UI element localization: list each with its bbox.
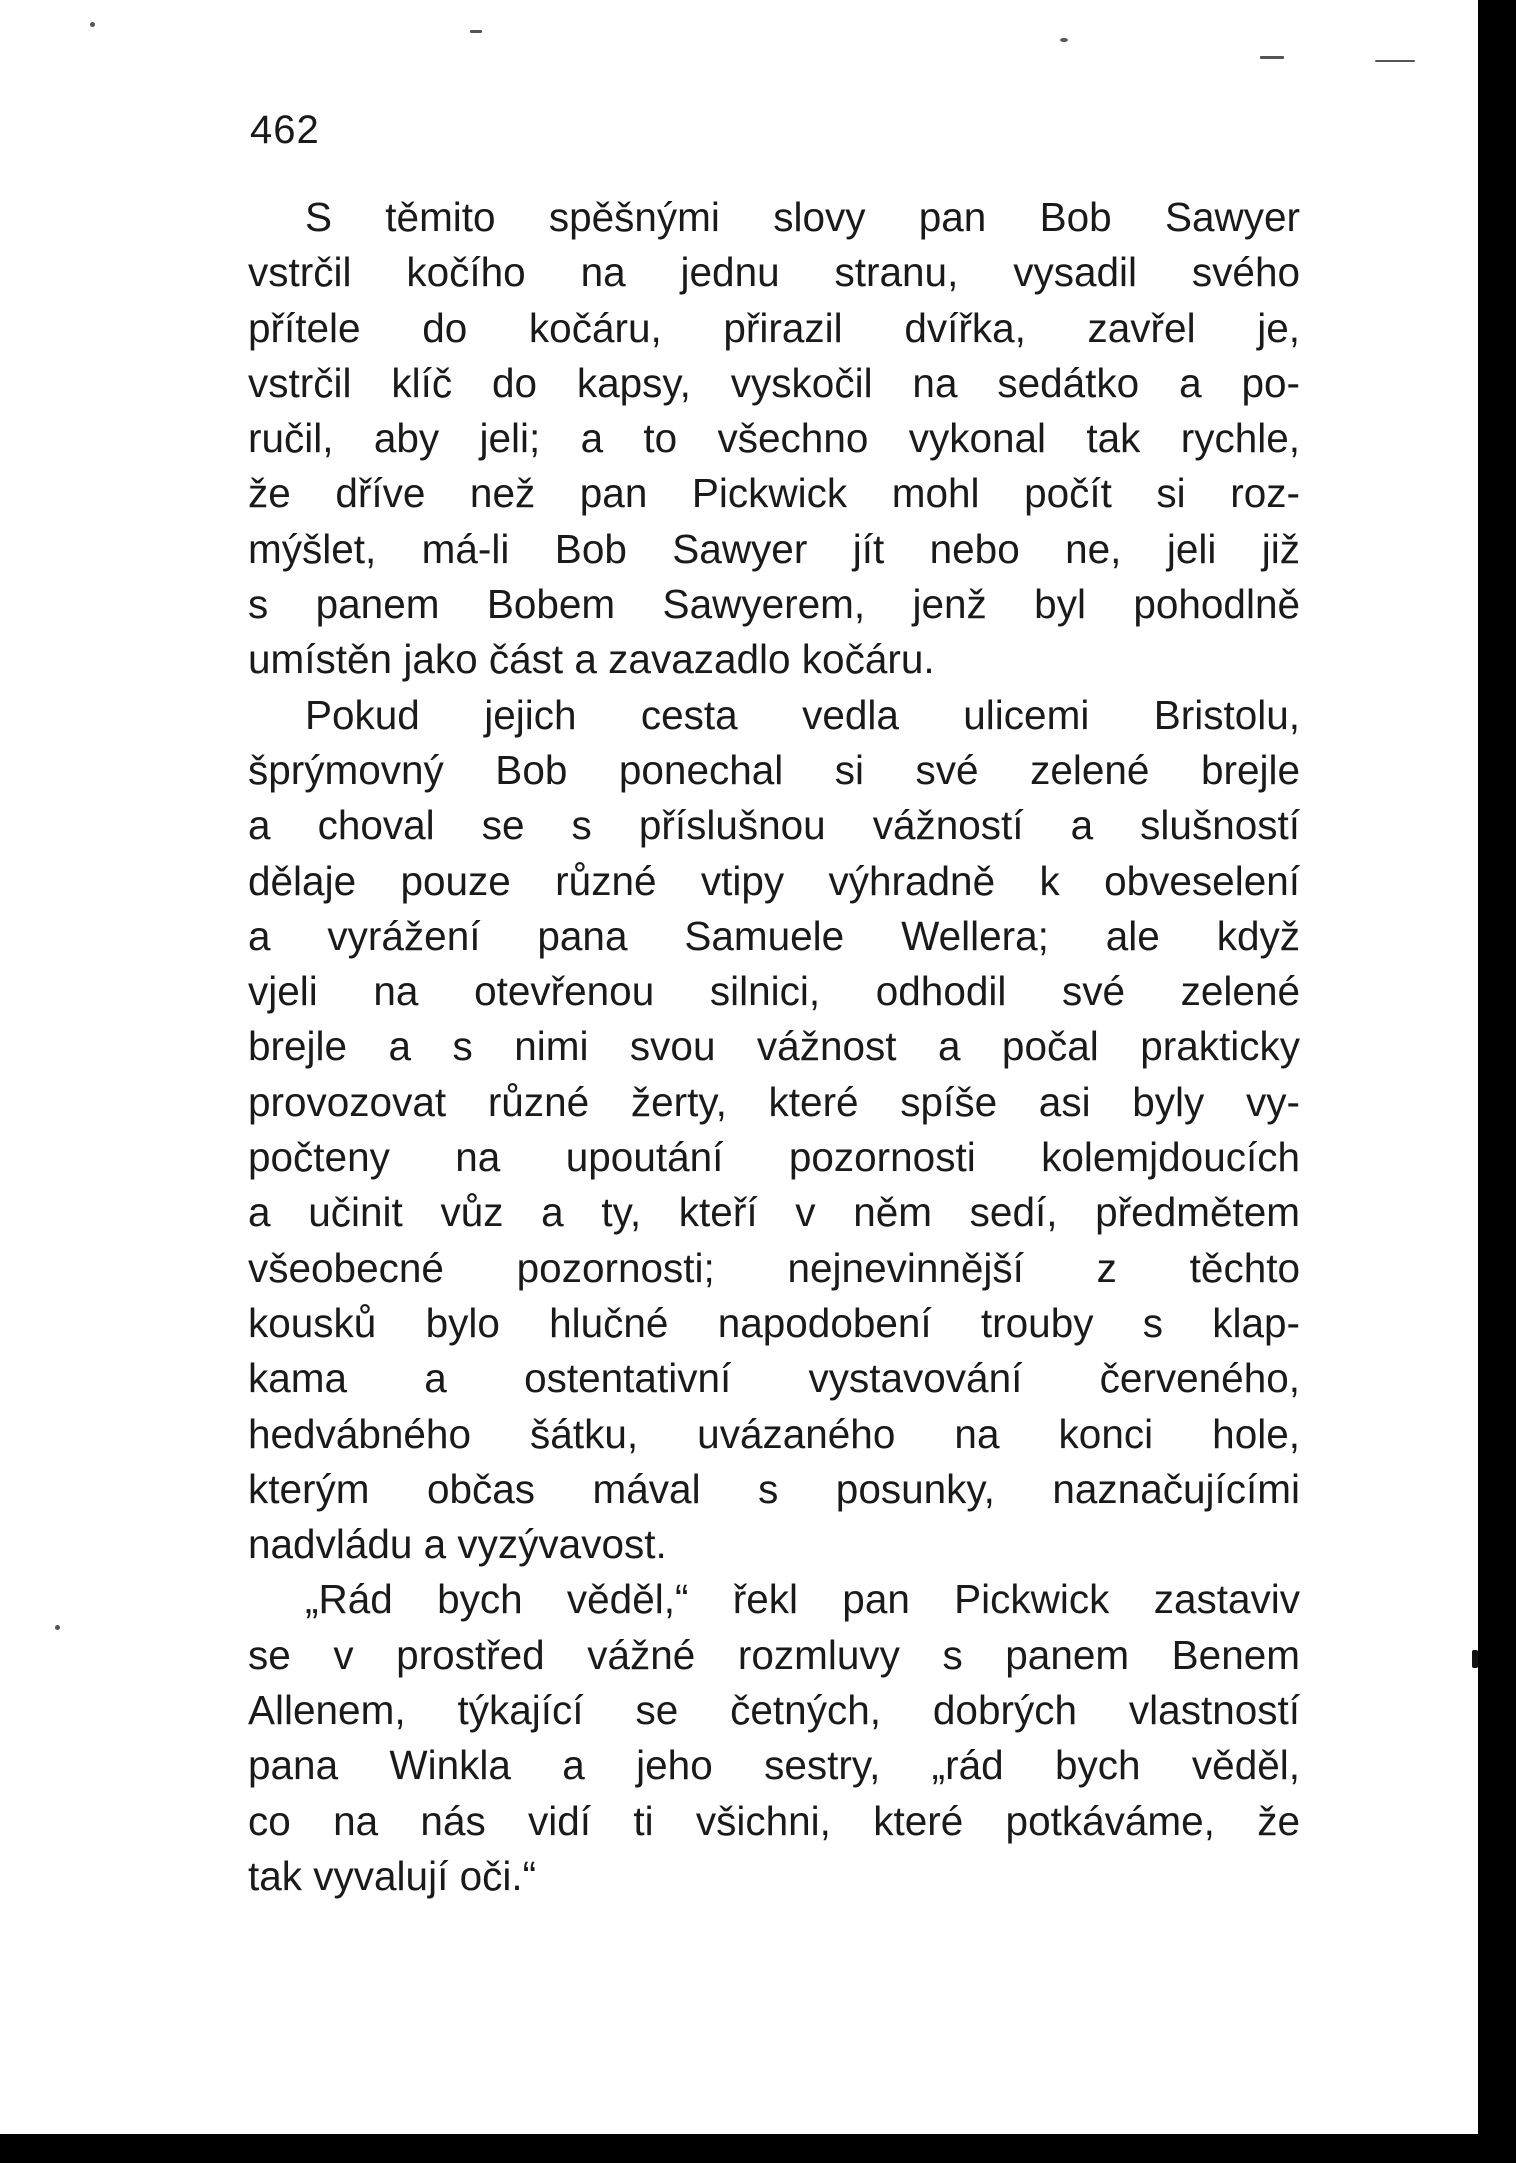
page-number: 462 [250,108,320,152]
text-line: Pokud jejich cesta vedla ulicemi Bristolu, [305,691,1300,738]
text-line: vstrčil klíč do kapsy, vyskočil na sedátko a po- [248,359,1300,406]
print-speck [1375,60,1415,62]
body-text [248,190,1300,1904]
text-line: s panem Bobem Sawyerem, jenž byl pohodlně [248,581,1300,628]
print-speck [55,1625,60,1630]
text-line: „Rád bych věděl,“ řekl pan Pickwick zastaviv [305,1576,1300,1623]
text-line: šprýmovný Bob ponechal si své zelené brejle [248,746,1300,793]
text-line: umístěn jako část a zavazadlo kočáru. [248,636,935,683]
text-line: pana Winkla a jeho sestry, „rád bych věděl, [248,1742,1300,1789]
print-speck [1060,38,1068,42]
print-speck [470,30,482,33]
text-line: tak vyvalují oči.“ [248,1852,537,1899]
text-line: mýšlet, má-li Bob Sawyer jít nebo ne, jeli již [248,525,1300,572]
text-line: kousků bylo hlučné napodobení trouby s klap- [248,1299,1300,1346]
scan-border-bottom [0,2134,1516,2163]
text-line: a vyrážení pana Samuele Wellera; ale když [248,912,1300,959]
text-line: dělaje pouze různé vtipy výhradně k obveselení [248,857,1300,904]
text-line: co na nás vidí ti všichni, které potkáváme, že [248,1797,1300,1844]
text-line: vjeli na otevřenou silnici, odhodil své zelené [248,968,1300,1015]
text-line: kterým občas mával s posunky, naznačujícími [248,1465,1300,1512]
text-line: ručil, aby jeli; a to všechno vykonal tak rychle, [248,415,1300,462]
text-line: a učinit vůz a ty, kteří v něm sedí, předmětem [248,1189,1300,1236]
text-line: že dříve než pan Pickwick mohl počít si roz- [248,470,1300,517]
text-line: a choval se s příslušnou vážností a slušností [248,802,1300,849]
text-line: všeobecné pozornosti; nejnevinnější z těchto [248,1244,1300,1291]
print-speck [90,22,95,27]
print-speck [1260,56,1284,59]
text-line: přítele do kočáru, přirazil dvířka, zavřel je, [248,304,1300,351]
text-line: kama a ostentativní vystavování červeného, [248,1355,1300,1402]
text-line: Allenem, týkající se četných, dobrých vlastností [248,1687,1300,1734]
text-line: počteny na upoutání pozornosti kolemjdoucích [248,1134,1300,1181]
text-line: S těmito spěšnými slovy pan Bob Sawyer [305,194,1300,240]
text-line: nadvládu a vyzývavost. [248,1521,667,1568]
text-line: se v prostřed vážné rozmluvy s panem Benem [248,1631,1300,1678]
scan-border-right [1478,0,1516,2163]
text-line: vstrčil kočího na jednu stranu, vysadil svého [248,249,1300,296]
text-line: brejle a s nimi svou vážnost a počal prakticky [248,1023,1300,1070]
text-line: provozovat různé žerty, které spíše asi byly vy- [248,1078,1300,1125]
text-line: hedvábného šátku, uvázaného na konci hole, [248,1410,1300,1457]
